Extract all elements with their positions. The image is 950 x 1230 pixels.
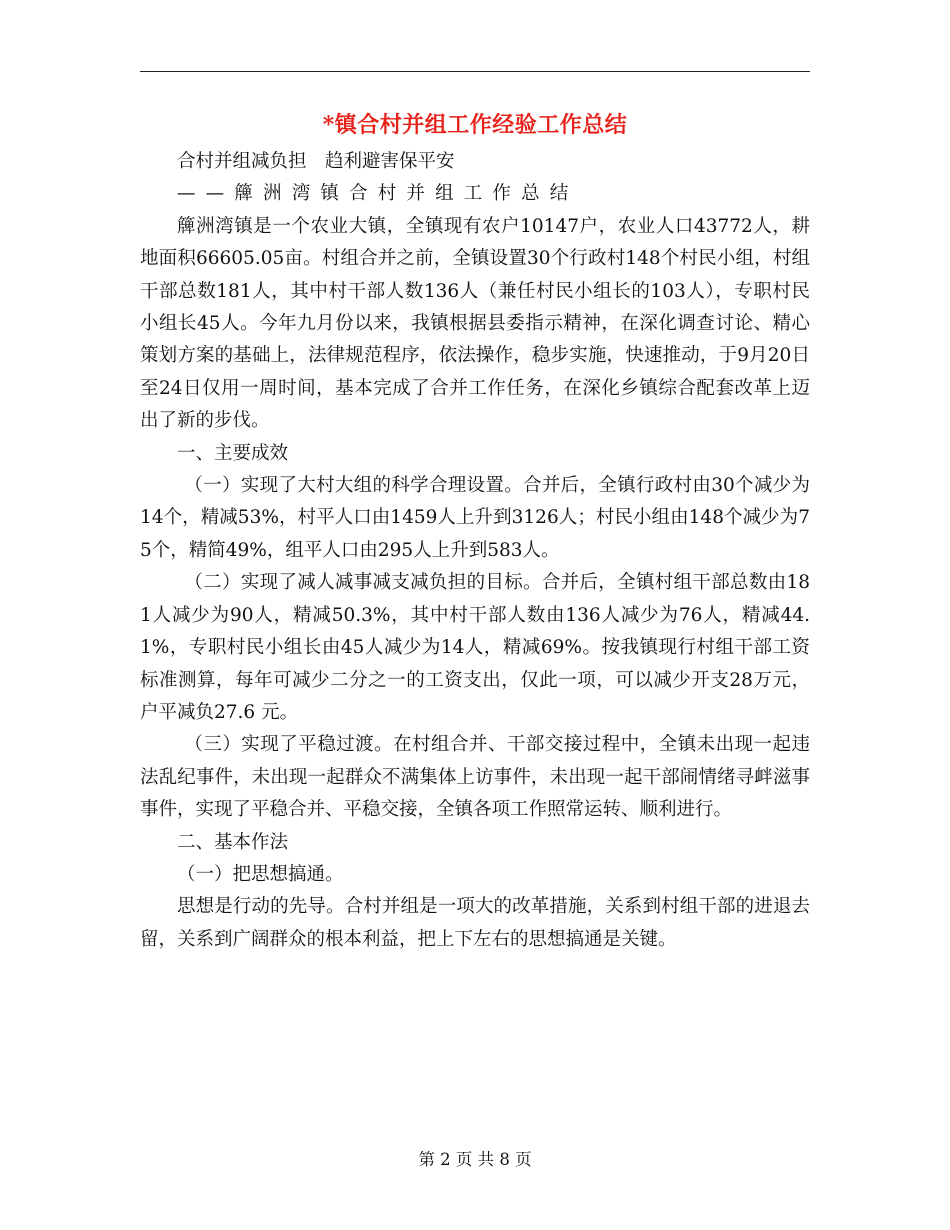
- subtitle-line-1: 合村并组减负担 趋利避害保平安: [177, 151, 455, 172]
- subtitle-line-2: ——簰洲湾镇合村并组工作总结: [177, 183, 579, 205]
- paragraph-result-2: （二）实现了减人减事减支减负担的目标。合并后，全镇村组干部总数由181人减少为90人，精减50.3%，其中村干部人数由136人减少为76人，精减44.1%，专职村民小组长由45人减少为14人，精减69%。按我镇现行村组干部工资标准测算，每年可减少二分之一的工资支出，仅此一项，可以减少开支28万元，户平减负27.6 元。: [140, 572, 810, 723]
- paragraph-result-3: （三）实现了平稳过渡。在村组合并、干部交接过程中，全镇未出现一起违法乱纪事件，未出现一起群众不满集体上访事件，未出现一起干部闹情绪寻衅滋事事件，实现了平稳合并、平稳交接，全镇各项工作照常运转、顺利进行。: [140, 734, 810, 821]
- paragraph-intro: 簰洲湾镇是一个农业大镇，全镇现有农户10147户，农业人口43772人，耕地面积66605.05亩。村组合并之前，全镇设置30个行政村148个村民小组，村组干部总数181人，其中村干部人数136人（兼任村民小组长的103人），专职村民小组长45人。今年九月份以来，我镇根据县委指示精神，在深化调查讨论、精心策划方案的基础上，法律规范程序，依法操作，稳步实施，快速推动，于9月20日至24日仅用一周时间，基本完成了合并工作任务，在深化乡镇综合配套改革上迈出了新的步伐。: [140, 215, 810, 432]
- paragraph-result-1: （一）实现了大村大组的科学合理设置。合并后，全镇行政村由30个减少为14个，精减53%，村平人口由1459人上升到3126人；村民小组由148个减少为75个，精简49%，组平人口由295人上升到583人。: [140, 475, 810, 561]
- paragraph-method-1: 思想是行动的先导。合村并组是一项大的改革措施，关系到村组干部的进退去留，关系到广阔群众的根本利益，把上下左右的思想搞通是关键。: [140, 896, 810, 950]
- document-body: [140, 108, 810, 956]
- page-footer: [0, 1146, 950, 1170]
- subheading-method-1: （一）把思想搞通。: [177, 863, 344, 885]
- section-heading-results: 一、主要成效: [177, 442, 289, 464]
- section-heading-methods: 二、基本作法: [177, 831, 289, 853]
- document-title: *镇合村并组工作经验工作总结: [322, 112, 628, 138]
- page-number-label: 第 2 页 共 8 页: [418, 1150, 532, 1169]
- header-rule: [140, 71, 810, 72]
